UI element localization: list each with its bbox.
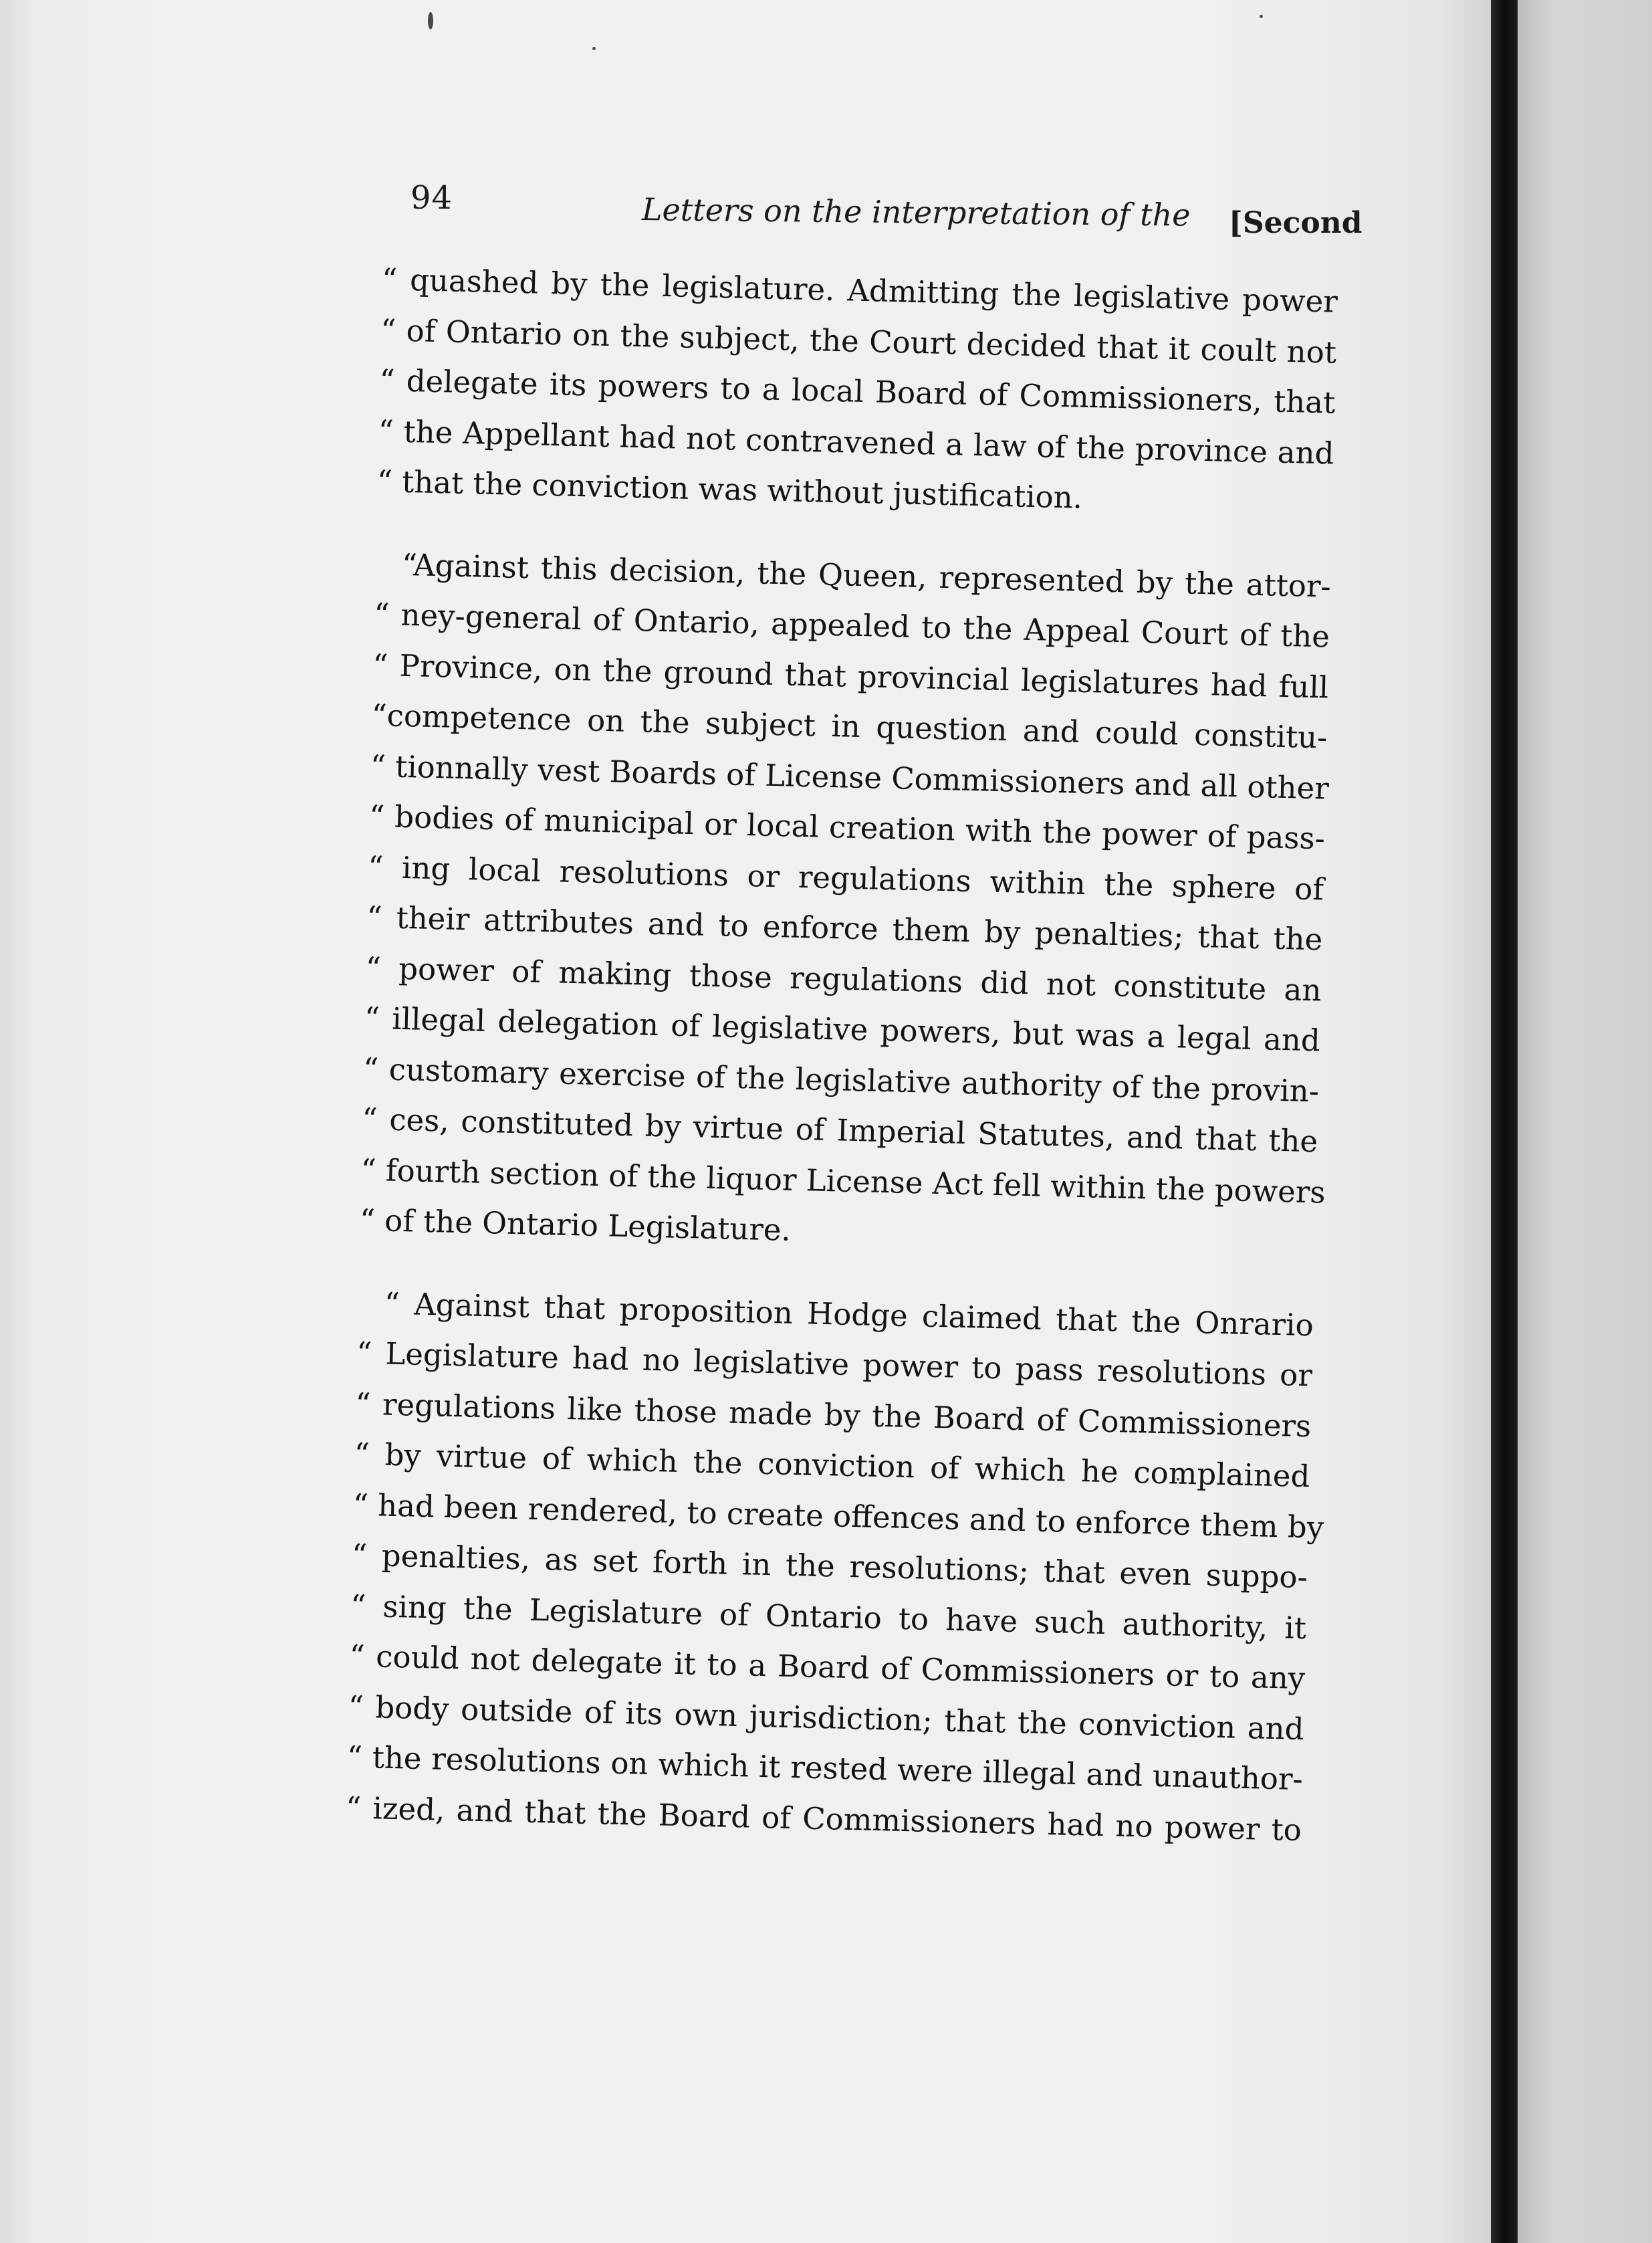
text-line: “ regulations like those made by the Board of Commissioners: [354, 1386, 1312, 1444]
text-line: “ illegal delegation of legislative powers, but was a legal and: [364, 1000, 1321, 1059]
text-line: “ body outside of its own jurisdiction; that the conviction and: [348, 1688, 1305, 1747]
text-line: “ of Ontario on the subject, the Court decided that it coult not: [380, 312, 1337, 370]
text-line: “ that the conviction was without justification.: [376, 463, 1083, 516]
text-line: “ quashed by the legislature. Admitting the legislative power: [381, 261, 1338, 320]
text-line: “ penalties, as set forth in the resolutions; that even suppo-: [351, 1537, 1308, 1596]
text-line: “ Against that proposition Hodge claimed that the Onrario: [384, 1285, 1314, 1343]
text-line: “ power of making those regulations did not constitute an: [365, 950, 1322, 1008]
text-line: “ tionnally vest Boards of License Commissioners and all other: [370, 748, 1330, 807]
running-title: Letters on the interpretation of the: [641, 191, 1191, 233]
text-line: “ their attributes and to enforce them by penalties; that the: [366, 899, 1323, 958]
text-line: “ of the Ontario Legislature.: [359, 1202, 792, 1248]
text-line: “ the Appellant had not contravened a law of the province and: [378, 413, 1335, 471]
text-line: “ fourth section of the liquor License Act fell within the powers: [360, 1152, 1326, 1210]
text-line: “ ney-general of Ontario, appealed to the Appeal Court of the: [373, 596, 1330, 655]
text-line: “ delegate its powers to a local Board of Commissioners, that: [378, 362, 1336, 421]
text-line: “ ing local resolutions or regulations within the sphere of: [367, 849, 1324, 907]
text-line: “ ces, constituted by virtue of Imperial Statutes, and that the: [361, 1101, 1318, 1160]
text-line: “ could not delegate it to a Board of Commissioners or to any: [348, 1638, 1306, 1697]
book-gutter: [1491, 0, 1518, 2243]
text-line: “Against this decision, the Queen, represented by the attor-: [401, 546, 1332, 605]
text-line: “ bodies of municipal or local creation with the power of pass-: [368, 798, 1326, 857]
paragraph-1: [376, 254, 1338, 529]
ink-speck: [428, 12, 433, 29]
paragraph-3: [345, 1277, 1324, 1855]
text-line: “competence on the subject in question and could constitu-: [371, 697, 1328, 756]
page-number: 94: [410, 179, 453, 217]
text-line: “ Legislature had no legislative power to pass resolutions or: [356, 1335, 1313, 1394]
text-line: “ by virtue of which the conviction of which he complained: [354, 1436, 1310, 1495]
text-line: “ ized, and that the Board of Commissioners had no power to: [345, 1789, 1302, 1848]
text-body: [345, 254, 1338, 1855]
running-header: [0, 179, 1491, 239]
adjacent-page-edge: [1518, 0, 1652, 2243]
text-line: “ Province, on the ground that provincial legislatures had full: [372, 647, 1329, 706]
paragraph-2: [359, 538, 1332, 1267]
text-line: “ had been rendered, to create offences and to enforce them by: [352, 1486, 1324, 1545]
ink-speck: [1260, 15, 1263, 18]
text-line: “ sing the Legislature of Ontario to have such authority, it: [350, 1587, 1307, 1646]
ink-speck: [592, 47, 596, 50]
section-label: [Second: [1229, 206, 1363, 240]
text-line: “ customary exercise of the legislative authority of the provin-: [362, 1051, 1320, 1109]
text-line: “ the resolutions on which it rested were illegal and unauthor-: [346, 1739, 1304, 1798]
